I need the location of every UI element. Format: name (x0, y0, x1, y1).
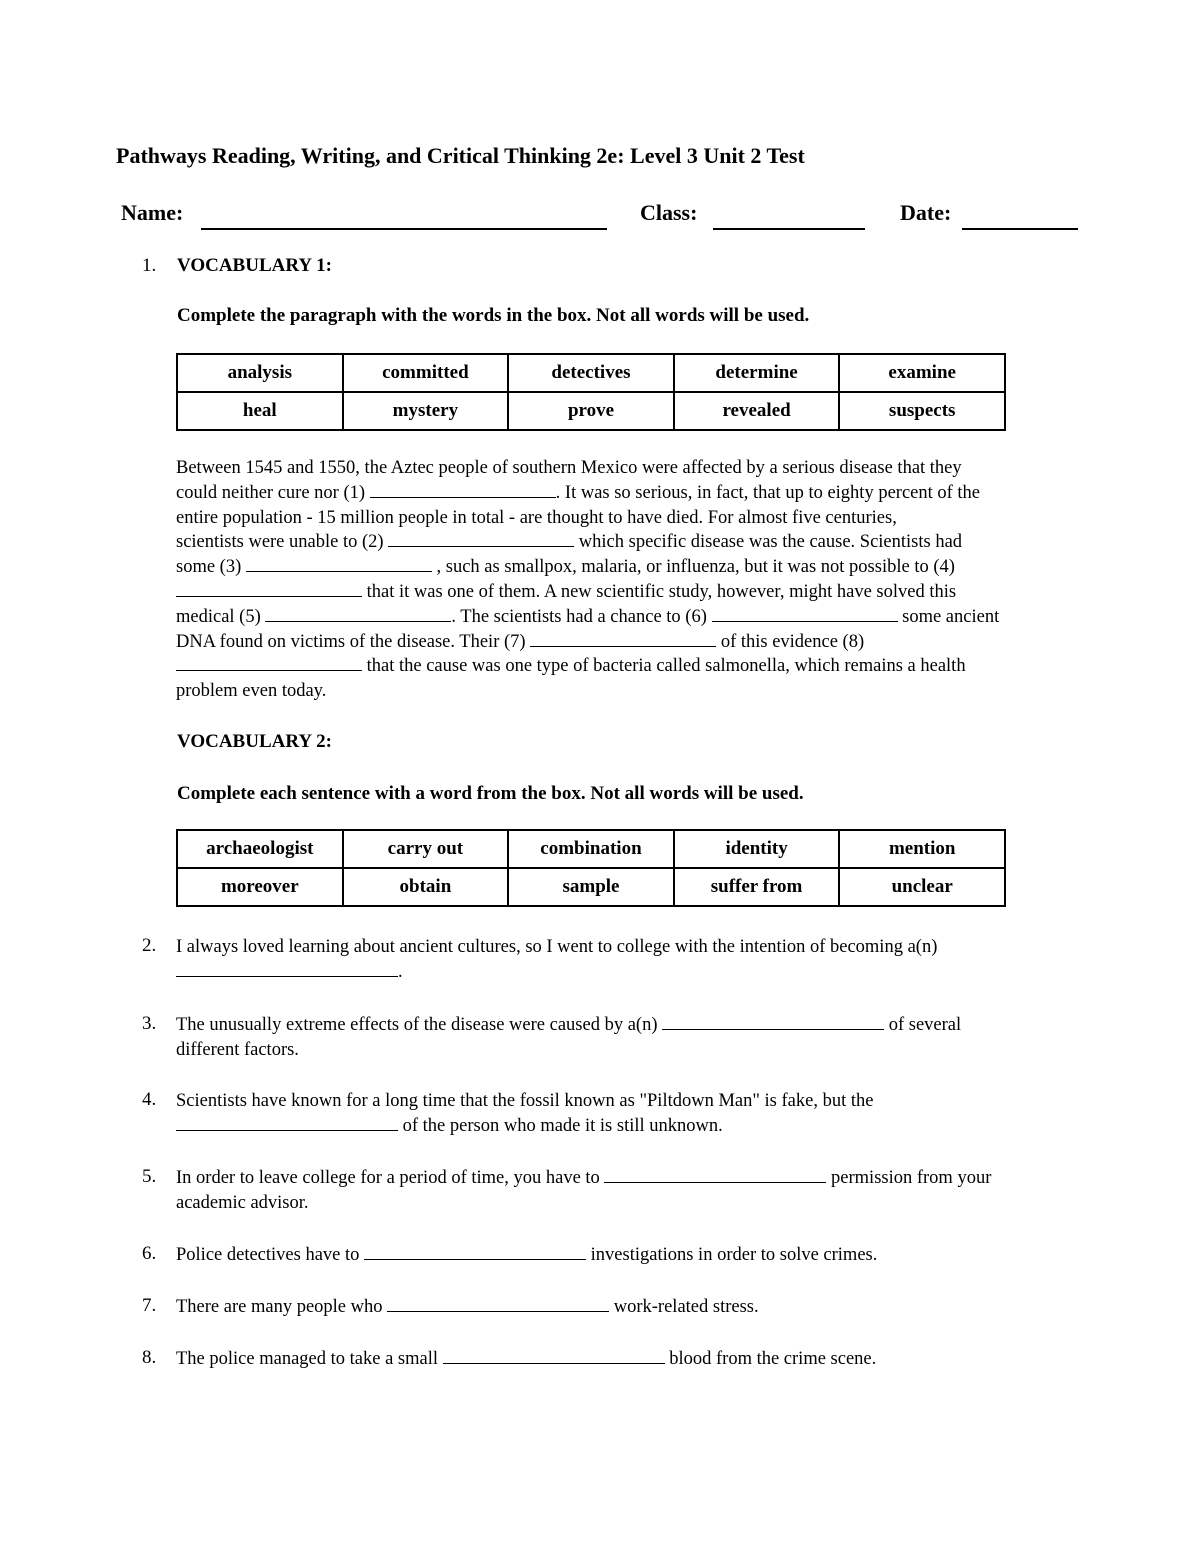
word-cell: analysis (177, 354, 343, 392)
paragraph-text: problem even today. (176, 681, 327, 702)
question-number: 3. (142, 1013, 157, 1034)
answer-blank-1[interactable] (370, 481, 556, 498)
word-cell: detectives (508, 354, 674, 392)
question-number: 4. (142, 1089, 157, 1110)
word-cell: examine (839, 354, 1005, 392)
paragraph-text: some ancient (902, 606, 1000, 627)
question-text: different factors. (176, 1040, 299, 1060)
paragraph-text: Between 1545 and 1550, the Aztec people of southern Mexico were affected by a serious disease that they (176, 458, 962, 478)
word-cell: combination (508, 830, 674, 868)
vocabulary-1-instruction: Complete the paragraph with the words in the box. Not all words will be used. (177, 305, 810, 326)
question-text: The police managed to take a small (176, 1349, 438, 1369)
name-label: Name: (121, 200, 184, 225)
question-number: 7. (142, 1295, 157, 1316)
answer-blank-5[interactable] (265, 605, 451, 622)
question-text: of several (888, 1015, 962, 1035)
question-6 (176, 1243, 1106, 1268)
question-text: In order to leave college for a period of time, you have to (176, 1168, 600, 1188)
answer-blank-q5[interactable] (604, 1166, 826, 1183)
word-cell: archaeologist (177, 830, 343, 868)
paragraph-text: , such as smallpox, malaria, or influenza, but it was not possible to (4) (436, 557, 955, 578)
word-box-row (177, 868, 1005, 906)
paragraph-text: . It was so serious, in fact, that up to eighty percent of the (555, 482, 981, 503)
answer-blank-8[interactable] (176, 654, 362, 671)
paragraph-text: that the cause was one type of bacteria called salmonella, which remains a health (366, 656, 966, 677)
paragraph-text: scientists were unable to (2) (176, 532, 384, 553)
question-text: academic advisor. (176, 1193, 309, 1213)
word-cell: revealed (674, 392, 840, 430)
paragraph-text: which specific disease was the cause. Scientists had (578, 532, 963, 553)
word-cell: prove (508, 392, 674, 430)
question-text: work-related stress. (613, 1297, 759, 1317)
vocabulary-1-paragraph (176, 456, 1106, 704)
word-box-2 (176, 829, 1006, 907)
question-text: There are many people who (176, 1297, 383, 1317)
date-field[interactable] (962, 228, 1078, 230)
word-cell: mention (839, 830, 1005, 868)
paragraph-text: medical (5) (176, 606, 261, 627)
question-3 (176, 1013, 1106, 1063)
question-number: 5. (142, 1166, 157, 1187)
word-cell: unclear (839, 868, 1005, 906)
question-text: I always loved learning about ancient cultures, so I went to college with the intention of becoming a(n) (176, 937, 938, 957)
name-field[interactable] (201, 228, 607, 230)
date-label: Date: (900, 200, 952, 225)
paragraph-text: of this evidence (8) (720, 631, 865, 652)
question-5 (176, 1166, 1106, 1216)
answer-blank-q8[interactable] (443, 1347, 665, 1364)
word-box-1 (176, 353, 1006, 431)
answer-blank-q7[interactable] (387, 1295, 609, 1312)
word-cell: committed (343, 354, 509, 392)
word-cell: heal (177, 392, 343, 430)
vocabulary-2-instruction: Complete each sentence with a word from the box. Not all words will be used. (177, 783, 804, 804)
student-info-row (0, 200, 1200, 232)
class-label: Class: (640, 200, 698, 225)
paragraph-text: entire population - 15 million people in total - are thought to have died. For almost five centuries, (176, 507, 897, 528)
word-cell: sample (508, 868, 674, 906)
vocabulary-2-heading: VOCABULARY 2: (177, 731, 332, 752)
word-cell: obtain (343, 868, 509, 906)
word-cell: mystery (343, 392, 509, 430)
paragraph-text: DNA found on victims of the disease. Their (7) (176, 631, 526, 652)
word-box-row (177, 830, 1005, 868)
word-cell: determine (674, 354, 840, 392)
question-text: permission from your (831, 1168, 992, 1188)
question-text: Police detectives have to (176, 1245, 360, 1265)
word-box-row (177, 354, 1005, 392)
word-cell: carry out (343, 830, 509, 868)
question-4 (176, 1089, 1106, 1139)
paragraph-text: could neither cure nor (1) (176, 482, 366, 503)
answer-blank-2[interactable] (388, 530, 574, 547)
class-field[interactable] (713, 228, 865, 230)
paragraph-text: that it was one of them. A new scientific study, however, might have solved this (366, 581, 957, 602)
question-number: 6. (142, 1243, 157, 1264)
question-7 (176, 1295, 1106, 1320)
question-text: . (398, 962, 403, 982)
answer-blank-4[interactable] (176, 580, 362, 597)
answer-blank-7[interactable] (530, 630, 716, 647)
section-number: 1. (142, 255, 157, 276)
answer-blank-q4[interactable] (176, 1114, 398, 1131)
paragraph-text: . The scientists had a chance to (6) (451, 606, 707, 627)
question-text: The unusually extreme effects of the disease were caused by a(n) (176, 1015, 658, 1035)
paragraph-text: some (3) (176, 557, 242, 578)
answer-blank-q2[interactable] (176, 960, 398, 977)
answer-blank-3[interactable] (246, 555, 432, 572)
question-text: Scientists have known for a long time that the fossil known as "Piltdown Man" is fake, but the (176, 1091, 874, 1111)
question-number: 2. (142, 935, 157, 956)
word-box-row (177, 392, 1005, 430)
question-number: 8. (142, 1347, 157, 1368)
answer-blank-6[interactable] (712, 605, 898, 622)
question-2 (176, 935, 1106, 985)
word-cell: suffer from (674, 868, 840, 906)
word-cell: identity (674, 830, 840, 868)
word-cell: moreover (177, 868, 343, 906)
answer-blank-q6[interactable] (364, 1243, 586, 1260)
question-8 (176, 1347, 1106, 1372)
answer-blank-q3[interactable] (662, 1013, 884, 1030)
document-title: Pathways Reading, Writing, and Critical Thinking 2e: Level 3 Unit 2 Test (116, 143, 805, 168)
question-text: of the person who made it is still unknown. (402, 1116, 723, 1136)
vocabulary-1-heading: VOCABULARY 1: (177, 255, 332, 276)
question-text: blood from the crime scene. (669, 1349, 877, 1369)
question-text: investigations in order to solve crimes. (590, 1245, 878, 1265)
word-cell: suspects (839, 392, 1005, 430)
